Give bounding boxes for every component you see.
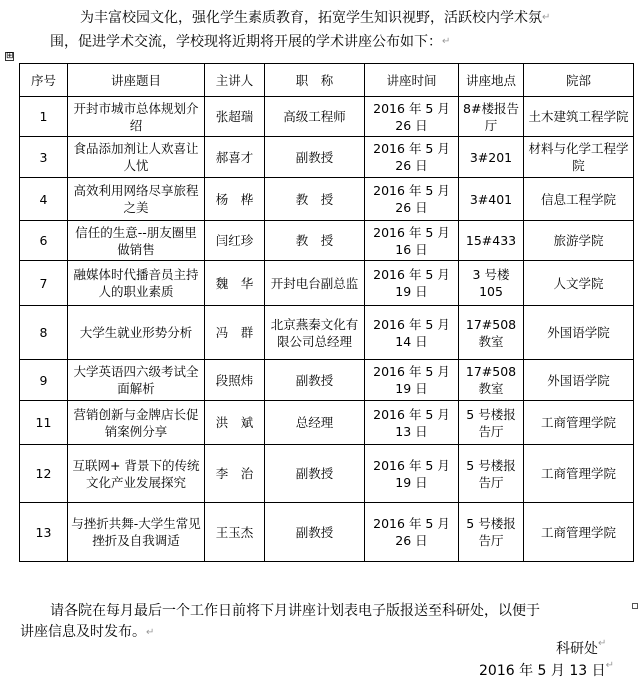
lecture-table [19, 63, 634, 562]
table-header-row [20, 64, 634, 97]
cell-speaker: 张超瑞 [205, 97, 265, 137]
table-row [20, 401, 634, 445]
cell-time: 2016 年 5 月 16 日 [365, 221, 459, 261]
cell-dept: 人文学院 [524, 261, 634, 306]
cell-title: 营销创新与金牌店长促销案例分享 [68, 401, 205, 445]
cell-title: 信任的生意--朋友圈里做销售 [68, 221, 205, 261]
cell-rank: 副教授 [265, 137, 365, 178]
cell-title: 互联网+ 背景下的传统文化产业发展探究 [68, 445, 205, 503]
table-row [20, 261, 634, 306]
cell-dept: 土木建筑工程学院 [524, 97, 634, 137]
cell-no: 11 [20, 401, 68, 445]
cell-title: 融媒体时代播音员主持人的职业素质 [68, 261, 205, 306]
cell-place: 8#楼报告厅 [459, 97, 524, 137]
cell-no: 1 [20, 97, 68, 137]
cell-title: 高效利用网络尽享旅程之美 [68, 178, 205, 221]
cell-dept: 信息工程学院 [524, 178, 634, 221]
cell-time: 2016 年 5 月 26 日 [365, 178, 459, 221]
cell-speaker: 段照炜 [205, 360, 265, 401]
table-row [20, 137, 634, 178]
header-title: 讲座题目 [68, 64, 205, 97]
cell-no: 8 [20, 306, 68, 360]
cell-place: 3 号楼 105 [459, 261, 524, 306]
cell-speaker: 王玉杰 [205, 503, 265, 562]
signature [556, 638, 606, 658]
cell-no: 6 [20, 221, 68, 261]
cell-dept: 外国语学院 [524, 360, 634, 401]
cell-speaker: 魏 华 [205, 261, 265, 306]
paragraph-mark-icon: ↵ [146, 627, 155, 638]
table-move-handle-icon[interactable]: ⊞ [6, 51, 14, 61]
cell-no: 4 [20, 178, 68, 221]
cell-time: 2016 年 5 月 26 日 [365, 503, 459, 562]
cell-place: 15#433 [459, 221, 524, 261]
cell-rank: 北京燕秦文化有限公司总经理 [265, 306, 365, 360]
cell-dept: 外国语学院 [524, 306, 634, 360]
table-row [20, 221, 634, 261]
cell-speaker: 杨 桦 [205, 178, 265, 221]
cell-no: 13 [20, 503, 68, 562]
cell-place: 5 号楼报告厅 [459, 445, 524, 503]
cell-speaker: 郝喜才 [205, 137, 265, 178]
cell-title: 食品添加剂让人欢喜让人忧 [68, 137, 205, 178]
table-row [20, 445, 634, 503]
cell-no: 7 [20, 261, 68, 306]
cell-no: 9 [20, 360, 68, 401]
cell-place: 3#201 [459, 137, 524, 178]
footer-line-1: 请各院在每月最后一个工作日前将下月讲座计划表电子版报送至科研处，以便于 [50, 603, 540, 619]
cell-rank: 副教授 [265, 445, 365, 503]
issue-date-text: 2016 年 5 月 13 日 [479, 663, 606, 679]
cell-speaker: 洪 斌 [205, 401, 265, 445]
paragraph-mark-icon: ↵ [442, 36, 451, 47]
footer-paragraph [20, 601, 640, 643]
cell-rank: 教 授 [265, 178, 365, 221]
header-speaker: 主讲人 [205, 64, 265, 97]
cell-dept: 工商管理学院 [524, 445, 634, 503]
cell-time: 2016 年 5 月 19 日 [365, 445, 459, 503]
cell-no: 12 [20, 445, 68, 503]
header-place: 讲座地点 [459, 64, 524, 97]
cell-place: 17#508 教室 [459, 360, 524, 401]
cell-place: 5 号楼报告厅 [459, 503, 524, 562]
table-row [20, 503, 634, 562]
table-row [20, 178, 634, 221]
cell-title: 大学英语四六级考试全面解析 [68, 360, 205, 401]
intro-line-1: 为丰富校园文化，强化学生素质教育，拓宽学生知识视野，活跃校内学术氛 [80, 10, 542, 26]
paragraph-mark-icon: ↵ [605, 660, 614, 671]
cell-rank: 教 授 [265, 221, 365, 261]
cell-rank: 开封电台副总监 [265, 261, 365, 306]
cell-rank: 高级工程师 [265, 97, 365, 137]
cell-dept: 工商管理学院 [524, 503, 634, 562]
paragraph-mark-icon: ↵ [542, 12, 551, 23]
cell-dept: 材料与化学工程学院 [524, 137, 634, 178]
table-row [20, 360, 634, 401]
cell-no: 3 [20, 137, 68, 178]
cell-time: 2016 年 5 月 26 日 [365, 97, 459, 137]
cell-rank: 副教授 [265, 360, 365, 401]
cell-time: 2016 年 5 月 19 日 [365, 261, 459, 306]
intro-paragraph [50, 6, 630, 54]
cell-title: 与挫折共舞-大学生常见挫折及自我调适 [68, 503, 205, 562]
cell-rank: 副教授 [265, 503, 365, 562]
paragraph-mark-icon: ↵ [598, 638, 607, 649]
cell-title: 开封市城市总体规划介绍 [68, 97, 205, 137]
intro-line-2: 围，促进学术交流，学校现将近期将开展的学术讲座公布如下： [50, 34, 442, 50]
header-rank: 职 称 [265, 64, 365, 97]
header-dept: 院部 [524, 64, 634, 97]
cell-title: 大学生就业形势分析 [68, 306, 205, 360]
cell-time: 2016 年 5 月 26 日 [365, 137, 459, 178]
cell-rank: 总经理 [265, 401, 365, 445]
cell-dept: 工商管理学院 [524, 401, 634, 445]
cell-place: 5 号楼报告厅 [459, 401, 524, 445]
table-row [20, 306, 634, 360]
cell-speaker: 闫红珍 [205, 221, 265, 261]
cell-time: 2016 年 5 月 19 日 [365, 360, 459, 401]
cell-time: 2016 年 5 月 14 日 [365, 306, 459, 360]
header-time: 讲座时间 [365, 64, 459, 97]
signature-text: 科研处 [556, 641, 598, 657]
footer-line-2: 讲座信息及时发布。 [20, 624, 146, 640]
cell-speaker: 冯 群 [205, 306, 265, 360]
table-row [20, 97, 634, 137]
issue-date [479, 660, 614, 680]
cell-speaker: 李 治 [205, 445, 265, 503]
cell-place: 3#401 [459, 178, 524, 221]
cell-dept: 旅游学院 [524, 221, 634, 261]
header-no: 序号 [20, 64, 68, 97]
cell-time: 2016 年 5 月 13 日 [365, 401, 459, 445]
cell-place: 17#508 教室 [459, 306, 524, 360]
